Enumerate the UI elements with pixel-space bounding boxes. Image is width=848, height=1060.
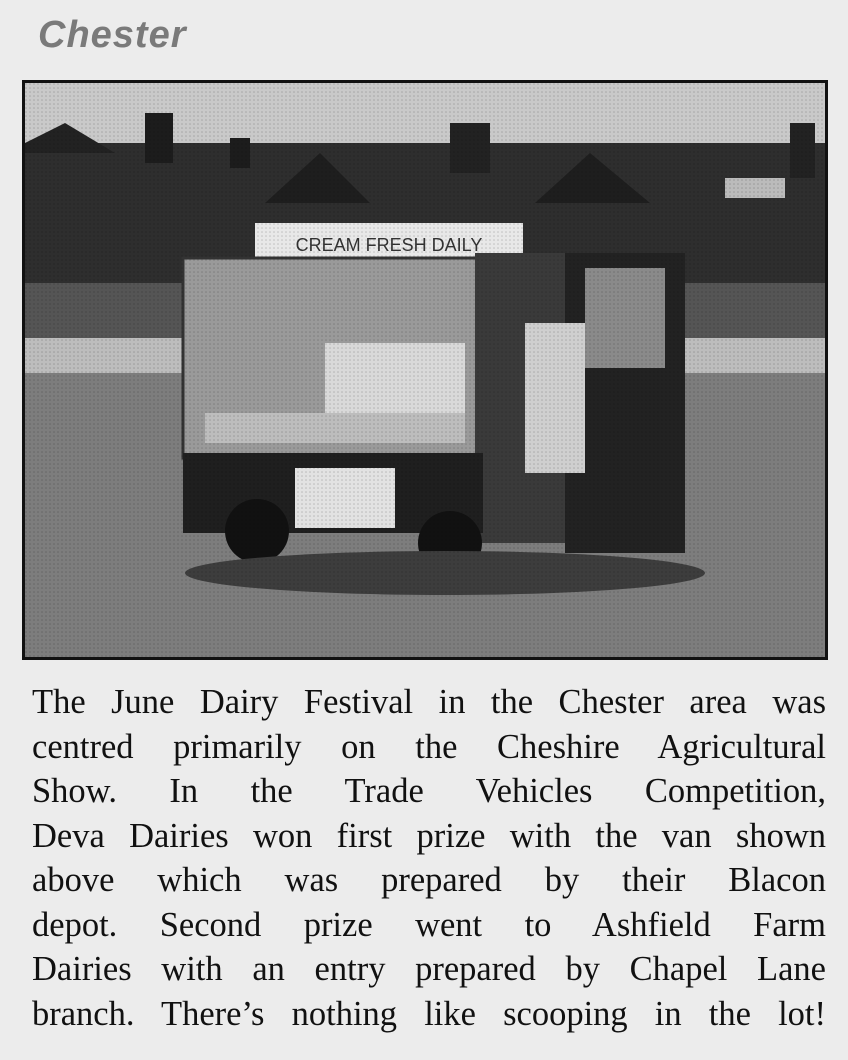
milk-float-photo xyxy=(25,83,825,657)
caption-line: Dairies with an entry prepared by Chapel Lane xyxy=(32,950,826,988)
caption-line: centred primarily on the Cheshire Agricultural xyxy=(32,727,826,766)
caption-line: above which was prepared by their Blacon xyxy=(32,861,826,899)
caption-line: depot. Second prize went to Ashfield Farm xyxy=(32,905,826,944)
caption-line: branch. There’s nothing like scooping in the lot! xyxy=(32,994,826,1033)
section-heading: Chester xyxy=(38,14,187,56)
article-photo xyxy=(22,80,828,660)
caption-line: Deva Dairies won first prize with the van shown xyxy=(32,816,826,855)
caption-line: Show. In the Trade Vehicles Competition, xyxy=(32,772,826,810)
photo-caption xyxy=(32,680,826,1036)
caption-line: The June Dairy Festival in the Chester area was xyxy=(32,683,826,721)
